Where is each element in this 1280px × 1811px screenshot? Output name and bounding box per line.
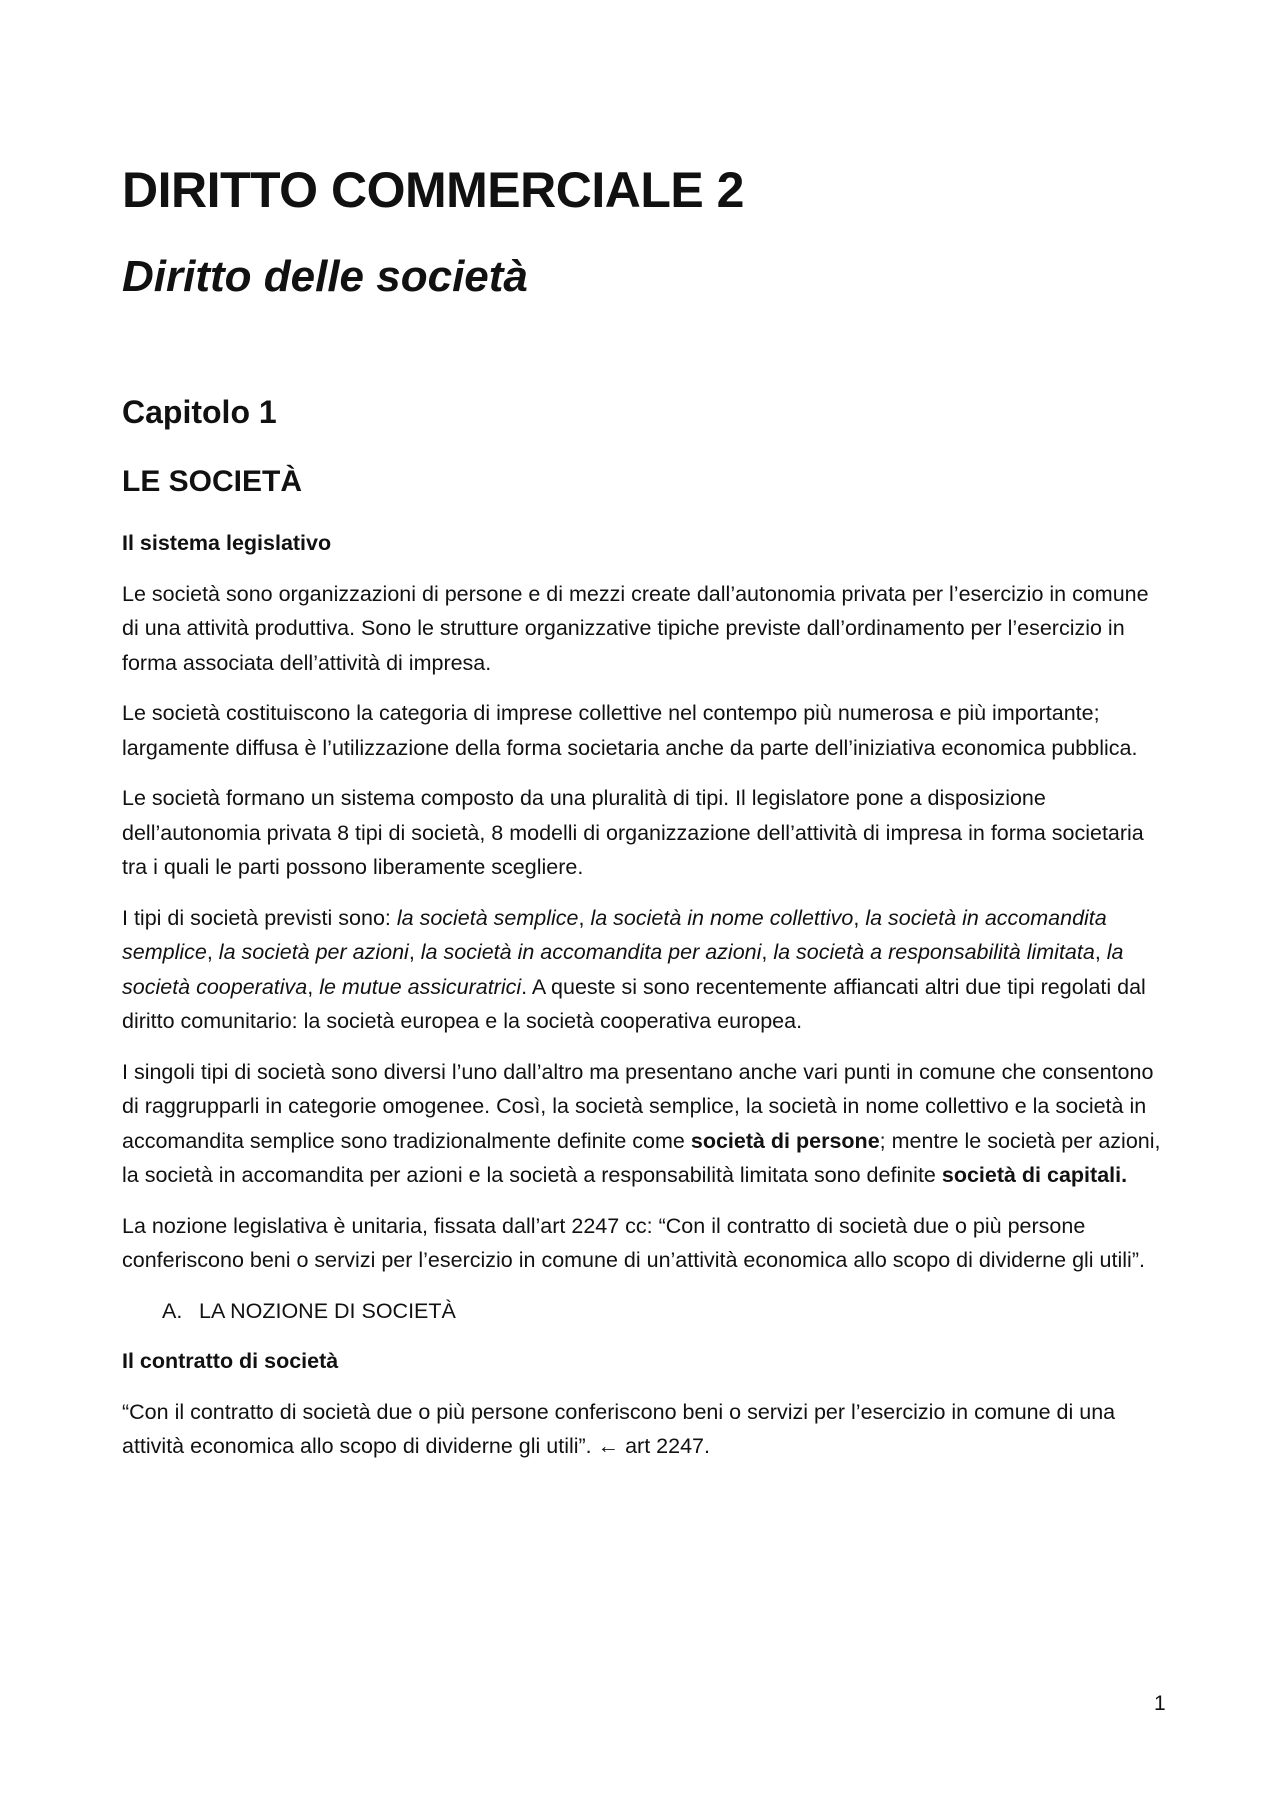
list-item-a — [122, 1294, 1167, 1329]
term-societa-di-capitali: società di capitali. — [941, 1163, 1128, 1187]
paragraph-3: Le società formano un sistema composto da una pluralità di tipi. Il legislatore pone a disposizione dell’autonomia privata 8 tipi di società, 8 modelli di organizzazione dell’attività di impresa in forma societaria tra i quali le parti possono liberamente scegliere. — [122, 786, 1144, 879]
document-subtitle: Diritto delle società — [122, 252, 528, 301]
type-accomandita-per-azioni: la società in accomandita per azioni — [420, 940, 762, 964]
paragraph-1: Le società sono organizzazioni di persone e di mezzi create dall’autonomia privata per l’esercizio in comune di una attività produttiva. Sono le strutture organizzative tipiche previste dall’ordinamento per l’esercizio in forma associata dell’attività di impresa. — [122, 581, 1149, 675]
document-title: DIRITTO COMMERCIALE 2 — [122, 162, 744, 218]
paragraph-7: “Con il contratto di società due o più persone conferiscono beni o servizi per l’esercizio in comune di una attività economica allo scopo di dividerne gli utili”. ← art 2247. — [122, 1399, 1116, 1458]
type-cooperativa: la società cooperativa — [122, 940, 1124, 999]
separator: , — [578, 905, 591, 930]
section-heading: LE SOCIETÀ — [122, 465, 303, 498]
type-societa-semplice: la società semplice — [396, 905, 579, 930]
type-accomandita-semplice: la società in accomandita semplice — [122, 905, 1107, 964]
paragraph-5 — [122, 1055, 1167, 1193]
type-per-azioni: la società per azioni — [218, 940, 409, 964]
separator: , — [761, 940, 774, 964]
document-body — [122, 526, 1167, 1480]
separator: , — [853, 905, 866, 930]
separator: , — [1094, 940, 1107, 964]
separator: , — [206, 940, 219, 964]
type-responsabilita-limitata: la società a responsabilità limitata — [773, 940, 1095, 964]
paragraph-2: Le società costituiscono la categoria di imprese collettive nel contempo più numerosa e più importante; largamente diffusa è l’utilizzazione della forma societaria anche da parte dell’iniziativa economica pubblica. — [122, 701, 1138, 760]
separator: , — [408, 940, 421, 964]
page-number: 1 — [1154, 1692, 1166, 1715]
chapter-heading: Capitolo 1 — [122, 394, 277, 430]
type-nome-collettivo: la società in nome collettivo — [590, 905, 854, 930]
paragraph-5-part1: I singoli tipi di società sono diversi l’uno dall’altro ma presentano anche vari punti in comune che consentono di raggrupparli in categorie omogenee. Così, la società semplice, la società in nome collettivo e la società in accomandita semplice sono tradizionalmente definite come — [122, 1059, 1154, 1153]
paragraph-4-outro: . A queste si sono recentemente affiancati altri due tipi regolati dal diritto comunitario: la società europea e la società cooperativa europea. — [122, 974, 1146, 1033]
paragraph-6: La nozione legislativa è unitaria, fissata dall’art 2247 cc: “Con il contratto di società due o più persone conferiscono beni o servizi per l’esercizio in comune di un’attività economica allo scopo di dividerne gli utili”. — [122, 1213, 1145, 1272]
term-societa-di-persone: società di persone — [690, 1128, 880, 1153]
separator: , — [307, 974, 320, 999]
list-item-text: LA NOZIONE DI SOCIETÀ — [199, 1298, 456, 1323]
list-marker: A. — [162, 1298, 183, 1323]
subheading-sistema-legislativo: Il sistema legislativo — [122, 531, 332, 555]
paragraph-5-part2: ; mentre le società per azioni, la società in accomandita per azioni e la società a responsabilità limitata sono definite — [122, 1128, 1161, 1187]
type-mutue-assicuratrici: le mutue assicuratrici — [319, 974, 522, 999]
subheading-contratto-di-societa: Il contratto di società — [122, 1349, 339, 1373]
paragraph-4 — [122, 901, 1167, 1039]
paragraph-4-intro: I tipi di società previsti sono: — [122, 905, 397, 930]
